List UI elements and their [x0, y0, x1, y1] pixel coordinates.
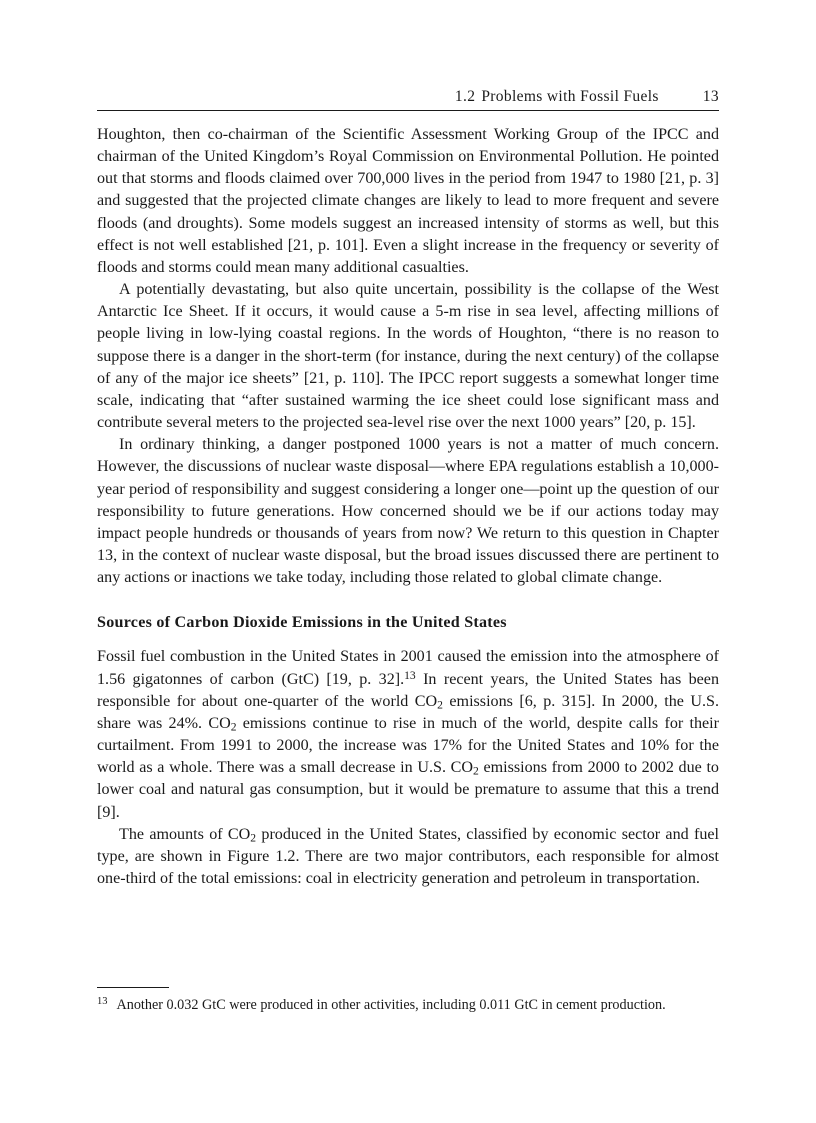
page-number: 13: [702, 88, 719, 105]
running-head-section-number: 1.2: [454, 88, 476, 105]
subscript: 2: [230, 720, 237, 734]
section-heading: Sources of Carbon Dioxide Emissions in the United States: [97, 614, 507, 632]
footnote-entry: [97, 995, 719, 1016]
body-text-block: [97, 124, 719, 890]
running-head: [97, 88, 719, 110]
heading-spacer-above: [97, 589, 719, 612]
footnote-text: Another 0.032 GtC were produced in other activities, including 0.011 GtC in cement production.: [116, 997, 666, 1013]
footnote-reference-marker: 13: [404, 668, 416, 682]
footnote-marker: 13: [97, 996, 108, 1008]
paragraph-ice-sheet: A potentially devastating, but also quite uncertain, possibility is the collapse of the West Antarctic Ice Sheet. If it occurs, it would cause a 5-m rise in sea level, affecting millions of people living in low-lying coastal regions. In the words of Houghton, “there is no reason to suppose there is a danger in the short-term (for instance, during the next century) of the collapse of any of the major ice sheets” [21, p. 110]. The IPCC report suggests a somewhat longer time scale, indicating that “after sustained warming the ice sheet could lose significant mass and contribute several meters to the projected sea-level rise over the next 1000 years” [20, p. 15].: [97, 281, 719, 432]
subscript: 2: [437, 698, 443, 712]
header-rule: [97, 110, 719, 111]
footnote-separator-rule: [97, 987, 169, 988]
paragraph-amounts-of-co2: The amounts of $CO_2$ produced in the United States, classified by economic sector and fuel type, are shown in Figure 1.2. There are two major contributors, each responsible for almost one-third of the total emissions: coal in electricity generation and petroleum in transportation.: [97, 825, 720, 887]
subscript: 2: [250, 831, 257, 845]
heading-spacer-below: [97, 634, 719, 646]
paragraph-ordinary-thinking: In ordinary thinking, a danger postponed 1000 years is not a matter of much concern. However, the discussions of nuclear waste disposal—where EPA regulations establish a 10,000-year period of responsibility and suggest considering a longer one—point up the question of our responsibility to future generations. How concerned should we be if our actions today may impact people hundreds or thousands of years from now? We return to this question in Chapter 13, in the context of nuclear waste disposal, but the broad issues discussed there are pertinent to any actions or inactions we take today, including those related to global climate change.: [97, 436, 719, 587]
paragraph-houghton: Houghton, then co-chairman of the Scientific Assessment Working Group of the IPCC and chairman of the United Kingdom’s Royal Commission on Environmental Pollution. He pointed out that storms and floods claimed over 700,000 lives in the period from 1947 to 1980 [21, p. 3] and suggested that the projected climate changes are likely to lead to more frequent and severe floods (and droughts). Some models suggest an increased intensity of storms as well, but this effect is not well established [21, p. 101]. Even a slight increase in the frequency or severity of floods and storms could mean many additional casualties.: [97, 126, 719, 276]
document-page: [97, 0, 719, 1123]
footnote-area: [97, 987, 719, 1016]
running-head-section-title: Problems with Fossil Fuels: [481, 88, 659, 105]
subscript: 2: [473, 764, 479, 778]
paragraph-fossil-fuel-combustion: Fossil fuel combustion in the United States in 2001 caused the emission into the atmosphere of 1.56 gigatonnes of carbon (GtC) [19, p. 32].$^{13}$ In recent years, the United States has been responsible for about one-quarter of the world $CO_2$ emissions [6, p. 315]. In 2000, the U.S. share was 24%. $CO_2$ emissions continue to rise in much of the world, despite calls for their curtailment. From 1991 to 2000, the increase was 17% for the United States and 10% for the world as a whole. There was a small decrease in U.S. $CO_2$ emissions from 2000 to 2002 due to lower coal and natural gas consumption, but it would be premature to assume that this a trend [9].: [97, 648, 719, 821]
